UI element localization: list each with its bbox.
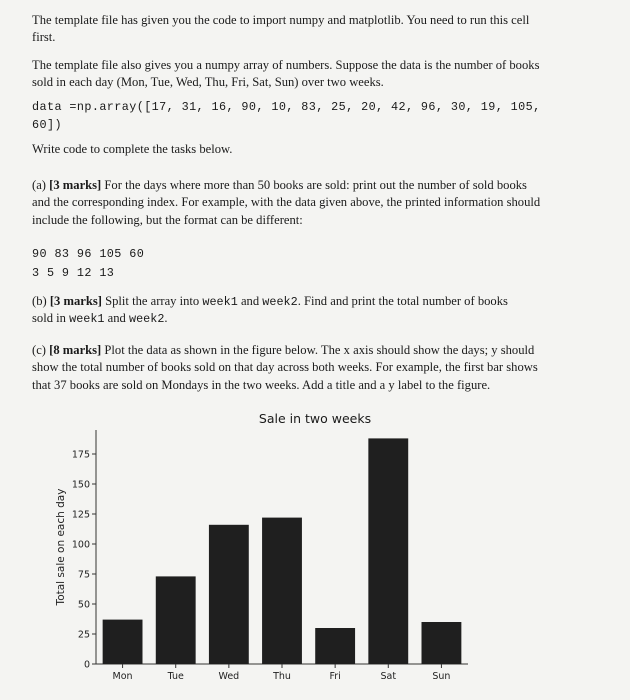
task-b-line2-text-1: sold in bbox=[32, 311, 66, 326]
y-tick-label: 0 bbox=[83, 659, 90, 671]
intro-p2-line-2: sold in each day (Mon, Tue, Wed, Thu, Fri, Sat, Sun) over two weeks. bbox=[32, 75, 384, 90]
x-tick-label: Sat bbox=[380, 671, 397, 682]
task-a-line-3: include the following, but the format can be different: bbox=[32, 212, 303, 227]
code-data-line-2: 60]) bbox=[32, 118, 62, 132]
y-tick-label: 150 bbox=[71, 479, 90, 491]
bar-fri bbox=[315, 628, 355, 664]
intro-line-2: first. bbox=[32, 30, 56, 45]
bar-sun bbox=[422, 622, 462, 664]
y-axis-label: Total sale on each day bbox=[55, 488, 67, 606]
task-b-text-1: Split the array into bbox=[105, 294, 200, 308]
task-a-line-1: For the days where more than 50 books are sold: print out the number of sold books bbox=[104, 178, 527, 192]
intro-p2-line-1: The template file also gives you a numpy array of numbers. Suppose the data is the number of books bbox=[32, 58, 540, 72]
task-c-label: (c) bbox=[32, 343, 46, 357]
x-tick-label: Tue bbox=[167, 671, 184, 682]
task-b-line2-code-week1: week1 bbox=[69, 312, 105, 327]
task-b-line2-text-2: and bbox=[107, 311, 126, 326]
x-tick-label: Wed bbox=[218, 671, 240, 682]
task-a-marks: [3 marks] bbox=[49, 178, 102, 192]
bar-sat bbox=[368, 438, 408, 664]
bar-mon bbox=[103, 620, 143, 664]
task-b-marks: [3 marks] bbox=[49, 294, 102, 308]
task-b-text-2: and bbox=[240, 294, 260, 308]
intro-line-1: The template file has given you the code to import numpy and matplotlib. You need to run this cell bbox=[32, 13, 530, 27]
task-b-label: (b) bbox=[32, 294, 47, 308]
task-c-line-1: Plot the data as shown in the figure below. The x axis should show the days; y should bbox=[104, 343, 535, 357]
task-b-code-week2: week2 bbox=[262, 295, 298, 309]
code-data-line-1: data =np.array([17, 31, 16, 90, 10, 83, 25, 20, 42, 96, 30, 19, 105, bbox=[32, 100, 541, 114]
task-b-code-week1: week1 bbox=[202, 295, 238, 309]
bar-thu bbox=[262, 518, 302, 664]
task-b-text-3: . Find and print the total number of books bbox=[297, 294, 508, 308]
write-code-instruction: Write code to complete the tasks below. bbox=[32, 142, 233, 156]
bar-wed bbox=[209, 525, 249, 664]
y-tick-label: 75 bbox=[77, 569, 90, 581]
x-tick-label: Thu bbox=[273, 671, 291, 682]
y-tick-label: 25 bbox=[77, 629, 90, 641]
bar-tue bbox=[156, 576, 196, 664]
chart-title: Sale in two weeks bbox=[258, 411, 372, 426]
y-tick-label: 125 bbox=[71, 509, 90, 521]
task-a-line-2: and the corresponding index. For example, with the data given above, the printed information should bbox=[32, 195, 541, 210]
task-c-line-3: that 37 books are sold on Mondays in the two weeks. Add a title and a y label to the figure. bbox=[32, 377, 491, 392]
y-tick-label: 50 bbox=[77, 599, 90, 611]
task-b-line2-code-week2: week2 bbox=[129, 312, 165, 327]
task-a-label: (a) bbox=[32, 178, 46, 192]
task-a-output-line-2: 3 5 9 12 13 bbox=[32, 266, 115, 280]
x-tick-label: Sun bbox=[432, 671, 451, 682]
y-tick-label: 100 bbox=[71, 539, 90, 551]
y-tick-label: 175 bbox=[71, 449, 90, 461]
task-c-line-2: show the total number of books sold on that day across both weeks. For example, the first bar shows bbox=[32, 360, 538, 375]
task-b-line2-text-3: . bbox=[164, 311, 168, 326]
task-c-marks: [8 marks] bbox=[49, 343, 102, 357]
task-a-output-line-1: 90 83 96 105 60 bbox=[32, 247, 145, 261]
x-tick-label: Fri bbox=[329, 671, 341, 682]
x-tick-label: Mon bbox=[112, 671, 133, 682]
